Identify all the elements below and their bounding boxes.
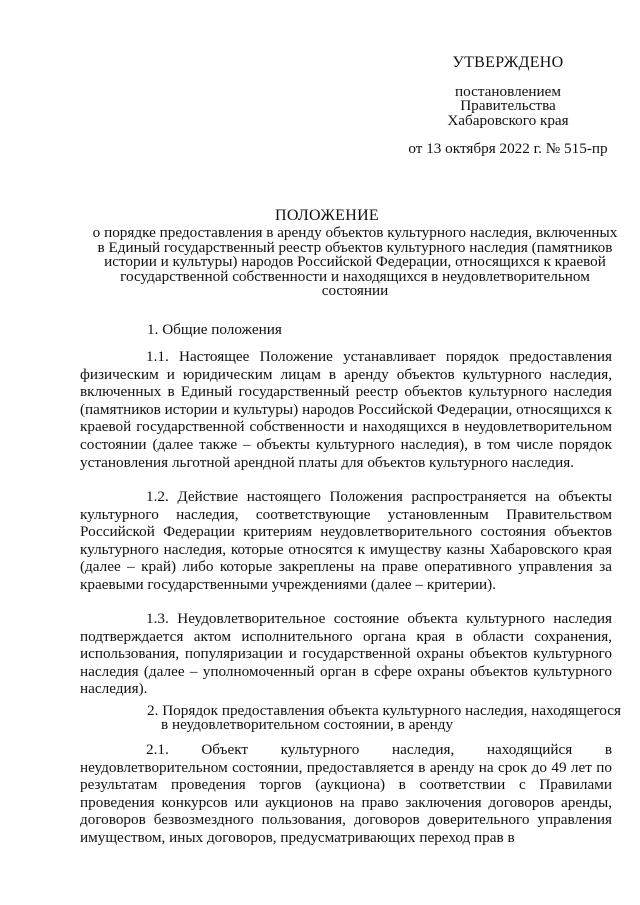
approval-line: постановлением (454, 82, 562, 100)
approval-line: Правительства (460, 97, 556, 115)
approval-dateline: от 13 октября 2022 г. № 515-пр (408, 140, 608, 158)
paragraph: 1.3. Неудовлетворительное состояние объекта культурного наследия подтверждается актом исполнительного органа края в области сохранения, использования, популяризации и государственной охраны объектов культурного наследия (далее – уполномоченный орган в сфере охраны объектов культурного наследия). (80, 610, 612, 698)
paragraph: 1.1. Настоящее Положение устанавливает порядок предоставления физическим и юридическим лицам в аренду объектов культурного наследия, включенных в Единый государственный реестр объектов культурного наследия (памятников истории и культуры) народов Российской Федерации, относящихся к краевой государственной собственности и находящихся в неудовлетворительном состоянии (далее также – объекты культурного наследия), в том числе порядок установления льготной арендной платы для объектов культурного наследия. (80, 348, 612, 471)
section-heading: 1. Общие положения (147, 321, 282, 338)
paragraph: 2.1. Объект культурного наследия, находящийся в неудовлетворительном состоянии, предоставляется в аренду на срок до 49 лет по результатам проведения торгов (аукциона) в соответствии с Правилами проведения конкурсов или аукционов на право заключения договоров аренды, договоров безвозмездного пользования, договоров доверительного управления имуществом, иных договоров, предусматривающих переход прав в (80, 741, 612, 846)
approval-block (390, 56, 626, 157)
approval-line: Хабаровского края (447, 111, 569, 129)
paragraph: 1.2. Действие настоящего Положения распространяется на объекты культурного наследия, соответствующие установленным Правительством Российской Федерации критериям неудовлетворительного состояния объектов культурного наследия, которые относятся к имуществу казны Хабаровского края (далее – край) либо которые закреплены на праве оперативного управления за краевыми государственными учреждениями (далее – критерии). (80, 488, 612, 593)
section-heading: 2. Порядок предоставления объекта культурного наследия, находящегося (147, 702, 621, 719)
approval-stamp: УТВЕРЖДЕНО (452, 54, 564, 71)
section-heading: в неудовлетворительном состоянии, в аренду (161, 716, 454, 733)
document-title: ПОЛОЖЕНИЕ (274, 207, 379, 224)
document-subtitle: о порядке предоставления в аренду объектов культурного наследия, включенных в Единый государственный реестр объектов культурного наследия (памятников истории и культуры) народов Российской Федерации, относящихся к краевой государственной собственности и находящихся в неудовлетворительном состоянии (92, 224, 618, 300)
